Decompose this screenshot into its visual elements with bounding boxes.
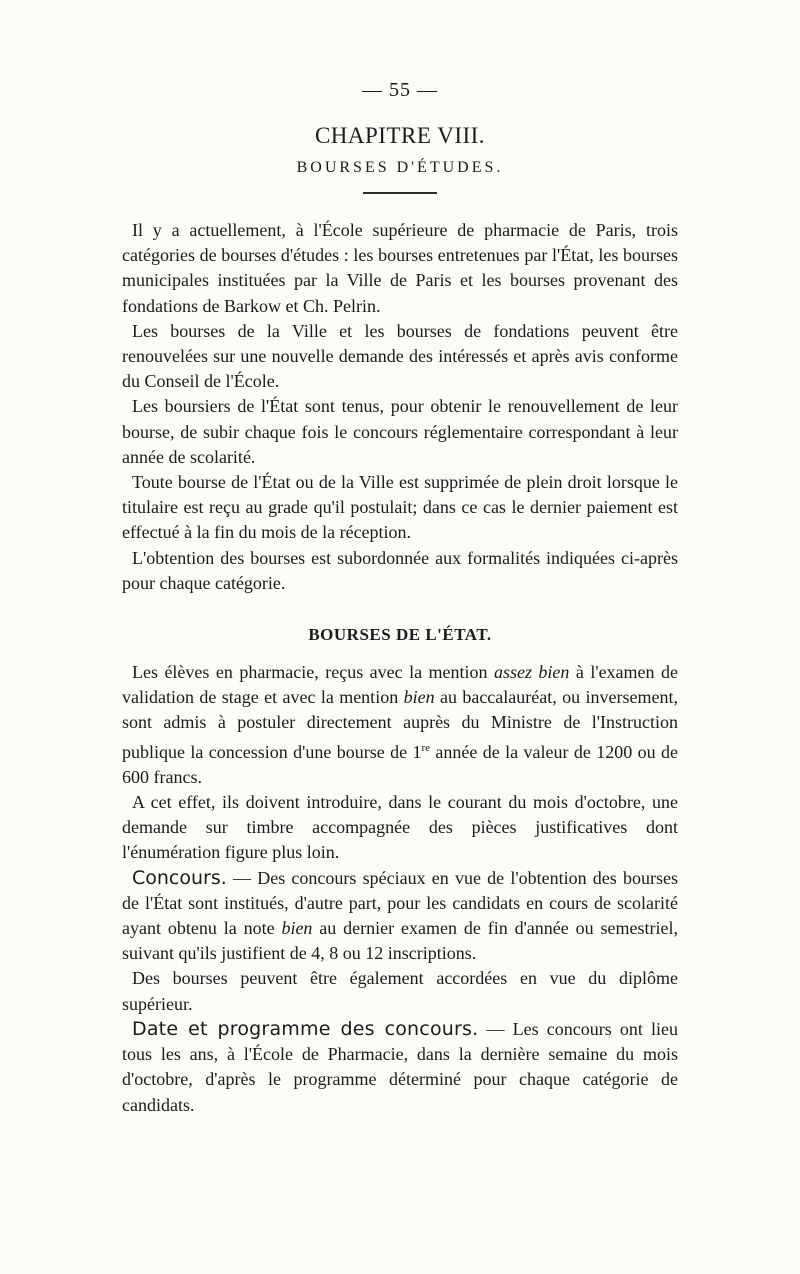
chapter-subtitle: BOURSES D'ÉTUDES. <box>296 159 504 176</box>
section-paragraph-1-part-c: au baccalauréat, ou inversement, sont admis à postuler directement auprès du Ministre de l'Instruction publique la concession d'une bourse de 1 <box>122 687 678 762</box>
mention-bien: bien <box>403 687 435 708</box>
section-paragraph-2: A cet effet, ils doivent introduire, dans le courant du mois d'octobre, une demande sur timbre accompagnée des pièces justificatives dont l'énumération figure plus loin. <box>122 792 678 863</box>
intro-paragraph-2: Les bourses de la Ville et les bourses de fondations peuvent être renouvelées sur une nouvelle demande des intéressés et après avis conforme du Conseil de l'École. <box>122 320 678 392</box>
concours-note-bien: bien <box>281 918 313 939</box>
intro-paragraph-5: L'obtention des bourses est subordonnée aux formalités indiquées ci-après pour chaque catégorie. <box>122 547 678 593</box>
document-page <box>122 60 678 1200</box>
concours-text-b: au dernier examen de fin d'année ou semestriel, suivant qu'ils justifient de 4, 8 ou 12 inscriptions. <box>122 918 678 964</box>
section-paragraph-1-part-b: à l'examen de validation de stage et avec la mention <box>122 662 678 708</box>
intro-paragraph-4: Toute bourse de l'État ou de la Ville est supprimée de plein droit lorsque le titulaire est reçu au grade qu'il postulait; dans ce cas le dernier paiement est effectué à la fin du mois de la réception. <box>122 472 678 543</box>
date-lead: Date et programme des concours. <box>132 1017 479 1040</box>
concours-paragraph <box>122 866 678 967</box>
section-paragraph-1-part-d: année de la valeur de 1200 ou de 600 francs. <box>122 741 679 787</box>
section-paragraph-1 <box>122 660 678 790</box>
ordinal-superscript: re <box>421 741 431 754</box>
mention-assez-bien: assez bien <box>493 662 570 683</box>
page-number: — 55 — <box>362 79 438 101</box>
section-heading: BOURSES DE L'ÉTAT. <box>308 625 492 645</box>
section-paragraph-1-part-a: Les élèves en pharmacie, reçus avec la mention <box>132 662 494 683</box>
concours-text-a: — Des concours spéciaux en vue de l'obtention des bourses de l'État sont institués, d'autre part, pour les candidats en cours de scolarité ayant obtenu la note <box>122 867 678 939</box>
intro-paragraph-3: Les boursiers de l'État sont tenus, pour obtenir le renouvellement de leur bourse, de subir chaque fois le concours réglementaire correspondant à leur année de scolarité. <box>122 396 678 467</box>
chapter-title: CHAPITRE VIII. <box>314 123 486 148</box>
date-paragraph <box>122 1017 678 1118</box>
intro-paragraph-1: Il y a actuellement, à l'École supérieure de pharmacie de Paris, trois catégories de bourses d'études : les bourses entretenues par l'État, les bourses municipales instituées par la Ville de Paris et les bourses provenant des fondations de Barkow et Ch. Pelrin. <box>122 220 678 316</box>
date-text: — Les concours ont lieu tous les ans, à l'École de Pharmacie, dans la dernière semaine du mois d'octobre, d'après le programme déterminé pour chaque catégorie de candidats. <box>122 1018 678 1115</box>
concours-lead: Concours. <box>132 866 227 889</box>
title-divider <box>363 192 437 194</box>
section-paragraph-3: Des bourses peuvent être également accordées en vue du diplôme supérieur. <box>122 968 678 1014</box>
